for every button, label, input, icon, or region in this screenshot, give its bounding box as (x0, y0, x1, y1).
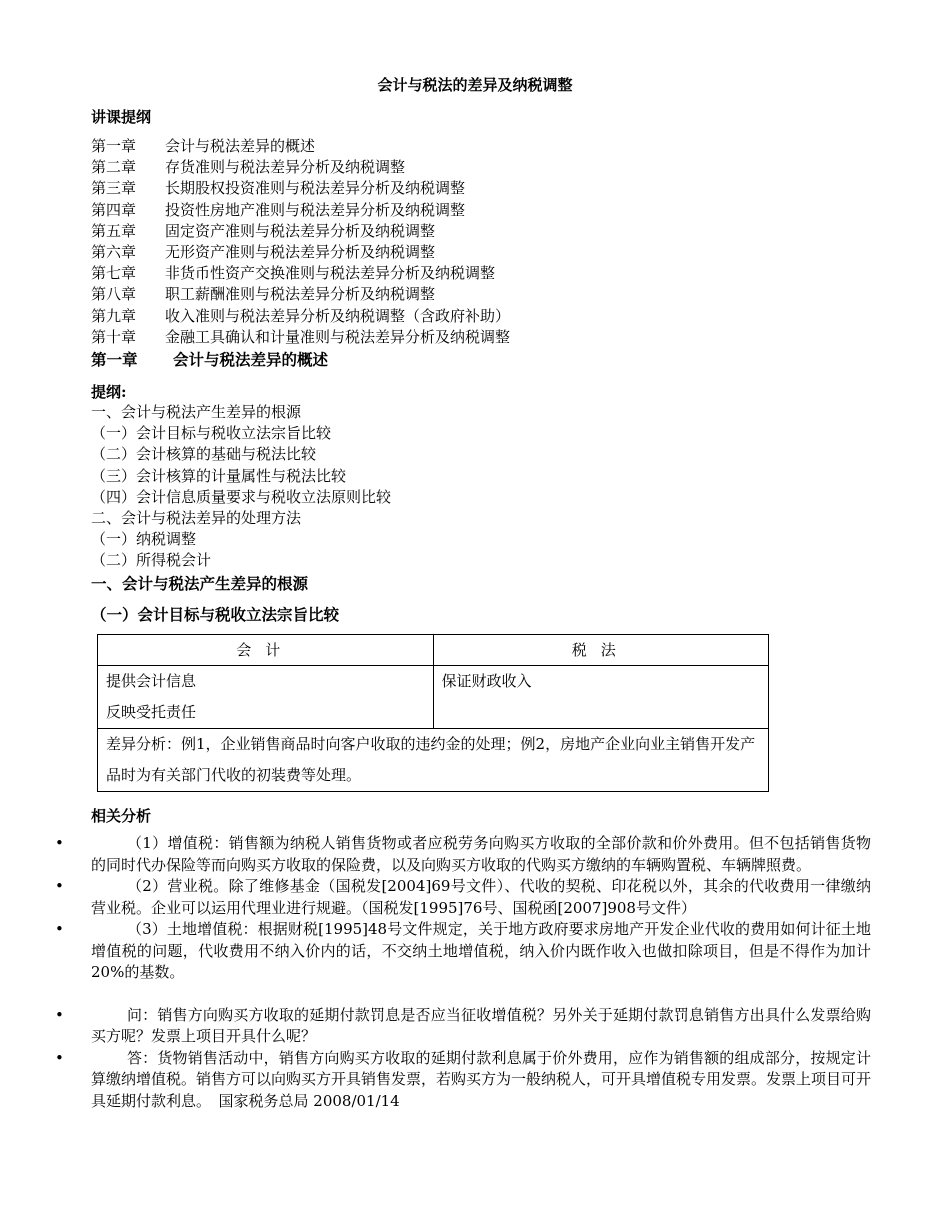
table-row (98, 666, 769, 729)
outline-item: 二、会计与税法差异的处理方法 (91, 508, 302, 527)
accounting-objective: 反映受托责任 (106, 703, 197, 721)
chapter-number: 第一章 (91, 350, 138, 369)
outline-item: （一）纳税调整 (91, 530, 197, 549)
toc-chapter-number: 第一章 (91, 137, 137, 155)
tax-objective: 保证财政收入 (441, 672, 532, 690)
outline-label: 提纲: (91, 383, 127, 401)
chapter-outline (91, 402, 391, 572)
outline-item: （四）会计信息质量要求与税收立法原则比较 (91, 487, 392, 506)
comparison-table (97, 634, 769, 792)
list-item (55, 1005, 871, 1048)
toc-item (91, 306, 510, 327)
toc-item (91, 242, 510, 263)
subsection-heading: （一）会计目标与税收立法宗旨比较 (91, 605, 340, 624)
toc-chapter-title: 非货币性资产交换准则与税法差异分析及纳税调整 (165, 264, 496, 283)
list-item-text: 问：销售方向购买方收取的延期付款罚息是否应当征收增值税？另外关于延期付款罚息销售方出具什么发票给购买方呢？发票上项目开具什么呢？ (91, 1005, 871, 1045)
difference-analysis-cell: 差异分析：例1，企业销售商品时向客户收取的违约金的处理；例2，房地产企业向业主销售开发产品时为有关部门代收的初装费等处理。 (98, 729, 769, 792)
accounting-objective: 提供会计信息 (106, 672, 197, 690)
document-title: 会计与税法的差异及纳税调整 (377, 76, 573, 94)
column-header-tax: 税法 (433, 635, 769, 666)
tax-cell (433, 666, 769, 729)
table-row (98, 729, 769, 792)
bullet-icon: • (55, 834, 64, 852)
toc-chapter-title: 投资性房地产准则与税法差异分析及纳税调整 (165, 200, 466, 219)
toc-chapter-number: 第五章 (91, 221, 137, 240)
toc-chapter-number: 第四章 (91, 200, 137, 219)
toc-chapter-title: 固定资产准则与税法差异分析及纳税调整 (165, 221, 436, 240)
list-item (55, 876, 871, 919)
toc-chapter-number: 第七章 (91, 264, 137, 283)
table-header-row (98, 635, 769, 666)
list-item-text: 答：货物销售活动中，销售方向购买方收取的延期付款利息属于价外费用，应作为销售额的组成部分，按规定计算缴纳增值税。销售方可以向购买方开具销售发票，若购买方为一般纳税人，可开具增值税专用发票。发票上项目可开具延期付款利息。 国家税务总局 2008/01/14 (91, 1048, 872, 1110)
toc-chapter-title: 长期股权投资准则与税法差异分析及纳税调整 (165, 179, 466, 198)
toc-chapter-number: 第十章 (91, 327, 137, 346)
section-heading: 一、会计与税法产生差异的根源 (91, 574, 309, 593)
toc-chapter-title: 会计与税法差异的概述 (165, 137, 316, 155)
related-analysis-heading: 相关分析 (91, 807, 152, 825)
toc-chapter-number: 第六章 (91, 242, 137, 261)
outline-subtitle: 讲课提纲 (91, 108, 152, 126)
bullet-icon: • (55, 920, 64, 938)
list-item-text: （2）营业税。除了维修基金（国税发[2004]69号文件）、代收的契税、印花税以外，其余的代收费用一律缴纳营业税。企业可以运用代理业进行规避。（国税发[1995]76号、国税函[2007]908号文件） (91, 877, 871, 917)
accounting-cell (98, 666, 434, 729)
toc-chapter-title: 收入准则与税法差异分析及纳税调整（含政府补助） (165, 306, 511, 325)
outline-item: （二）会计核算的基础与税法比较 (91, 445, 317, 464)
toc-chapter-title: 存货准则与税法差异分析及纳税调整 (165, 158, 406, 177)
chapter-title: 会计与税法差异的概述 (173, 350, 329, 369)
toc-item (91, 263, 510, 284)
bullet-icon: • (55, 877, 64, 895)
outline-item: （一）会计目标与税收立法宗旨比较 (91, 424, 332, 443)
bullet-icon: • (55, 1005, 64, 1024)
table-of-contents (91, 136, 510, 348)
list-item-text: （3）土地增值税：根据财税[1995]48号文件规定，关于地方政府要求房地产开发企业代收的费用如何计征土地增值税的问题，代收费用不纳入价内的话，不交纳土地增值税，纳入价内既作收入也做扣除项目，但是不得作为加计20%的基数。 (91, 920, 871, 981)
toc-chapter-number: 第九章 (91, 306, 137, 325)
list-item (55, 833, 871, 876)
chapter-heading (91, 348, 328, 370)
toc-chapter-title: 金融工具确认和计量准则与税法差异分析及纳税调整 (165, 327, 511, 346)
list-item (55, 1048, 872, 1113)
toc-chapter-number: 第八章 (91, 285, 137, 304)
bullet-icon: • (55, 1048, 64, 1067)
toc-item (91, 136, 510, 157)
toc-chapter-number: 第二章 (91, 158, 137, 177)
toc-chapter-number: 第三章 (91, 179, 137, 198)
toc-item (91, 284, 510, 305)
column-header-accounting: 会计 (98, 635, 434, 666)
toc-item (91, 221, 510, 242)
toc-chapter-title: 职工薪酬准则与税法差异分析及纳税调整 (165, 285, 436, 304)
toc-item (91, 200, 510, 221)
toc-item (91, 178, 510, 199)
toc-item (91, 157, 510, 178)
related-analysis-list (55, 833, 872, 1112)
outline-item: 一、会计与税法产生差异的根源 (91, 403, 302, 421)
outline-item: （三）会计核算的计量属性与税法比较 (91, 466, 347, 485)
outline-item: （二）所得税会计 (91, 551, 212, 570)
toc-chapter-title: 无形资产准则与税法差异分析及纳税调整 (165, 242, 436, 261)
list-item-text: （1）增值税：销售额为纳税人销售货物或者应税劳务向购买方收取的全部价款和价外费用。但不包括销售货物的同时代办保险等而向购买方收取的保险费，以及向购买方收取的代购买方缴纳的车辆购置税、车辆牌照费。 (91, 834, 871, 874)
toc-item (91, 327, 510, 348)
list-item (55, 919, 871, 984)
